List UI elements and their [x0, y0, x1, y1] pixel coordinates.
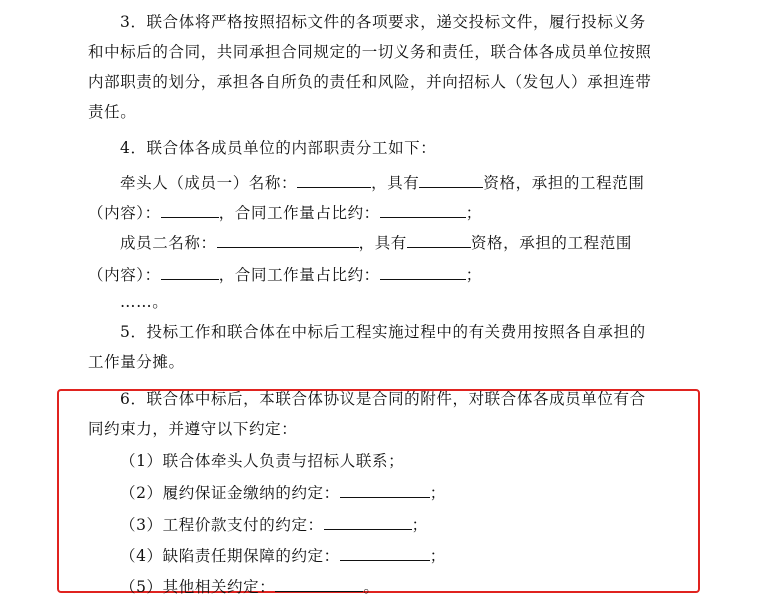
lead-qual-label: ，具有 [371, 174, 420, 192]
item6-clause4 [120, 545, 680, 566]
clause5-end: 。 [363, 578, 380, 596]
lead-end: ； [465, 204, 482, 222]
item6-line1: 6．联合体中标后，本联合体协议是合同的附件，对联合体各成员单位有合 [120, 390, 646, 408]
lead-member-line2 [88, 202, 648, 223]
item6-clause1: （1）联合体牵头人负责与招标人联系； [120, 452, 405, 470]
lead-content-blank[interactable] [161, 202, 219, 218]
lead-ratio-blank[interactable] [380, 202, 466, 218]
performance-bond-blank[interactable] [340, 482, 430, 498]
lead-ratio-label: ，合同工作量占比约： [218, 204, 380, 222]
member2-name-blank[interactable] [217, 232, 359, 248]
clause4-end: ； [429, 547, 446, 565]
member2-qualification-blank[interactable] [407, 232, 471, 248]
item4-ellipsis: ……。 [120, 293, 169, 311]
clause3-label: （3）工程价款支付的约定： [120, 516, 324, 534]
item4-title: 4．联合体各成员单位的内部职责分工如下： [120, 139, 437, 157]
member2-line1 [120, 232, 680, 253]
lead-qualification-blank[interactable] [419, 172, 483, 188]
member2-content-blank[interactable] [161, 264, 219, 280]
item3-line2: 和中标后的合同，共同承担合同规定的一切义务和责任，联合体各成员单位按照 [88, 43, 652, 61]
clause5-label: （5）其他相关约定： [120, 578, 276, 596]
clause2-end: ； [429, 484, 446, 502]
lead-scope-label: 资格，承担的工程范围 [483, 174, 645, 192]
member2-end: ； [465, 266, 482, 284]
member2-ratio-label: ，合同工作量占比约： [218, 266, 380, 284]
clause2-label: （2）履约保证金缴纳的约定： [120, 484, 340, 502]
item3-line1: 3．联合体将严格按照招标文件的各项要求，递交投标文件，履行投标义务 [120, 13, 646, 31]
member2-ratio-blank[interactable] [380, 264, 466, 280]
item3-line3: 内部职责的划分，承担各自所负的责任和风险，并向招标人（发包人）承担连带 [88, 73, 652, 91]
lead-content-label: （内容）： [88, 204, 161, 222]
clause4-label: （4）缺陷责任期保障的约定： [120, 547, 340, 565]
member2-name-label: 成员二名称： [120, 234, 217, 252]
lead-name-blank[interactable] [297, 172, 371, 188]
defect-liability-blank[interactable] [340, 545, 430, 561]
clause3-end: ； [411, 516, 428, 534]
item3-line4: 责任。 [88, 103, 137, 121]
item6-clause3 [120, 514, 680, 535]
item5-line2: 工作量分摊。 [88, 353, 185, 371]
payment-terms-blank[interactable] [324, 514, 412, 530]
item6-line2: 同约束力，并遵守以下约定： [88, 420, 298, 438]
member2-qual-label: ，具有 [358, 234, 407, 252]
lead-name-label: 牵头人（成员一）名称： [120, 174, 298, 192]
other-terms-blank[interactable] [275, 576, 363, 592]
item5-line1: 5．投标工作和联合体在中标后工程实施过程中的有关费用按照各自承担的 [120, 323, 646, 341]
lead-member-line1 [120, 172, 680, 193]
item6-clause2 [120, 482, 680, 503]
member2-line2 [88, 264, 648, 285]
member2-scope-label: 资格，承担的工程范围 [470, 234, 632, 252]
member2-content-label: （内容）： [88, 266, 161, 284]
item6-clause5 [120, 576, 680, 597]
